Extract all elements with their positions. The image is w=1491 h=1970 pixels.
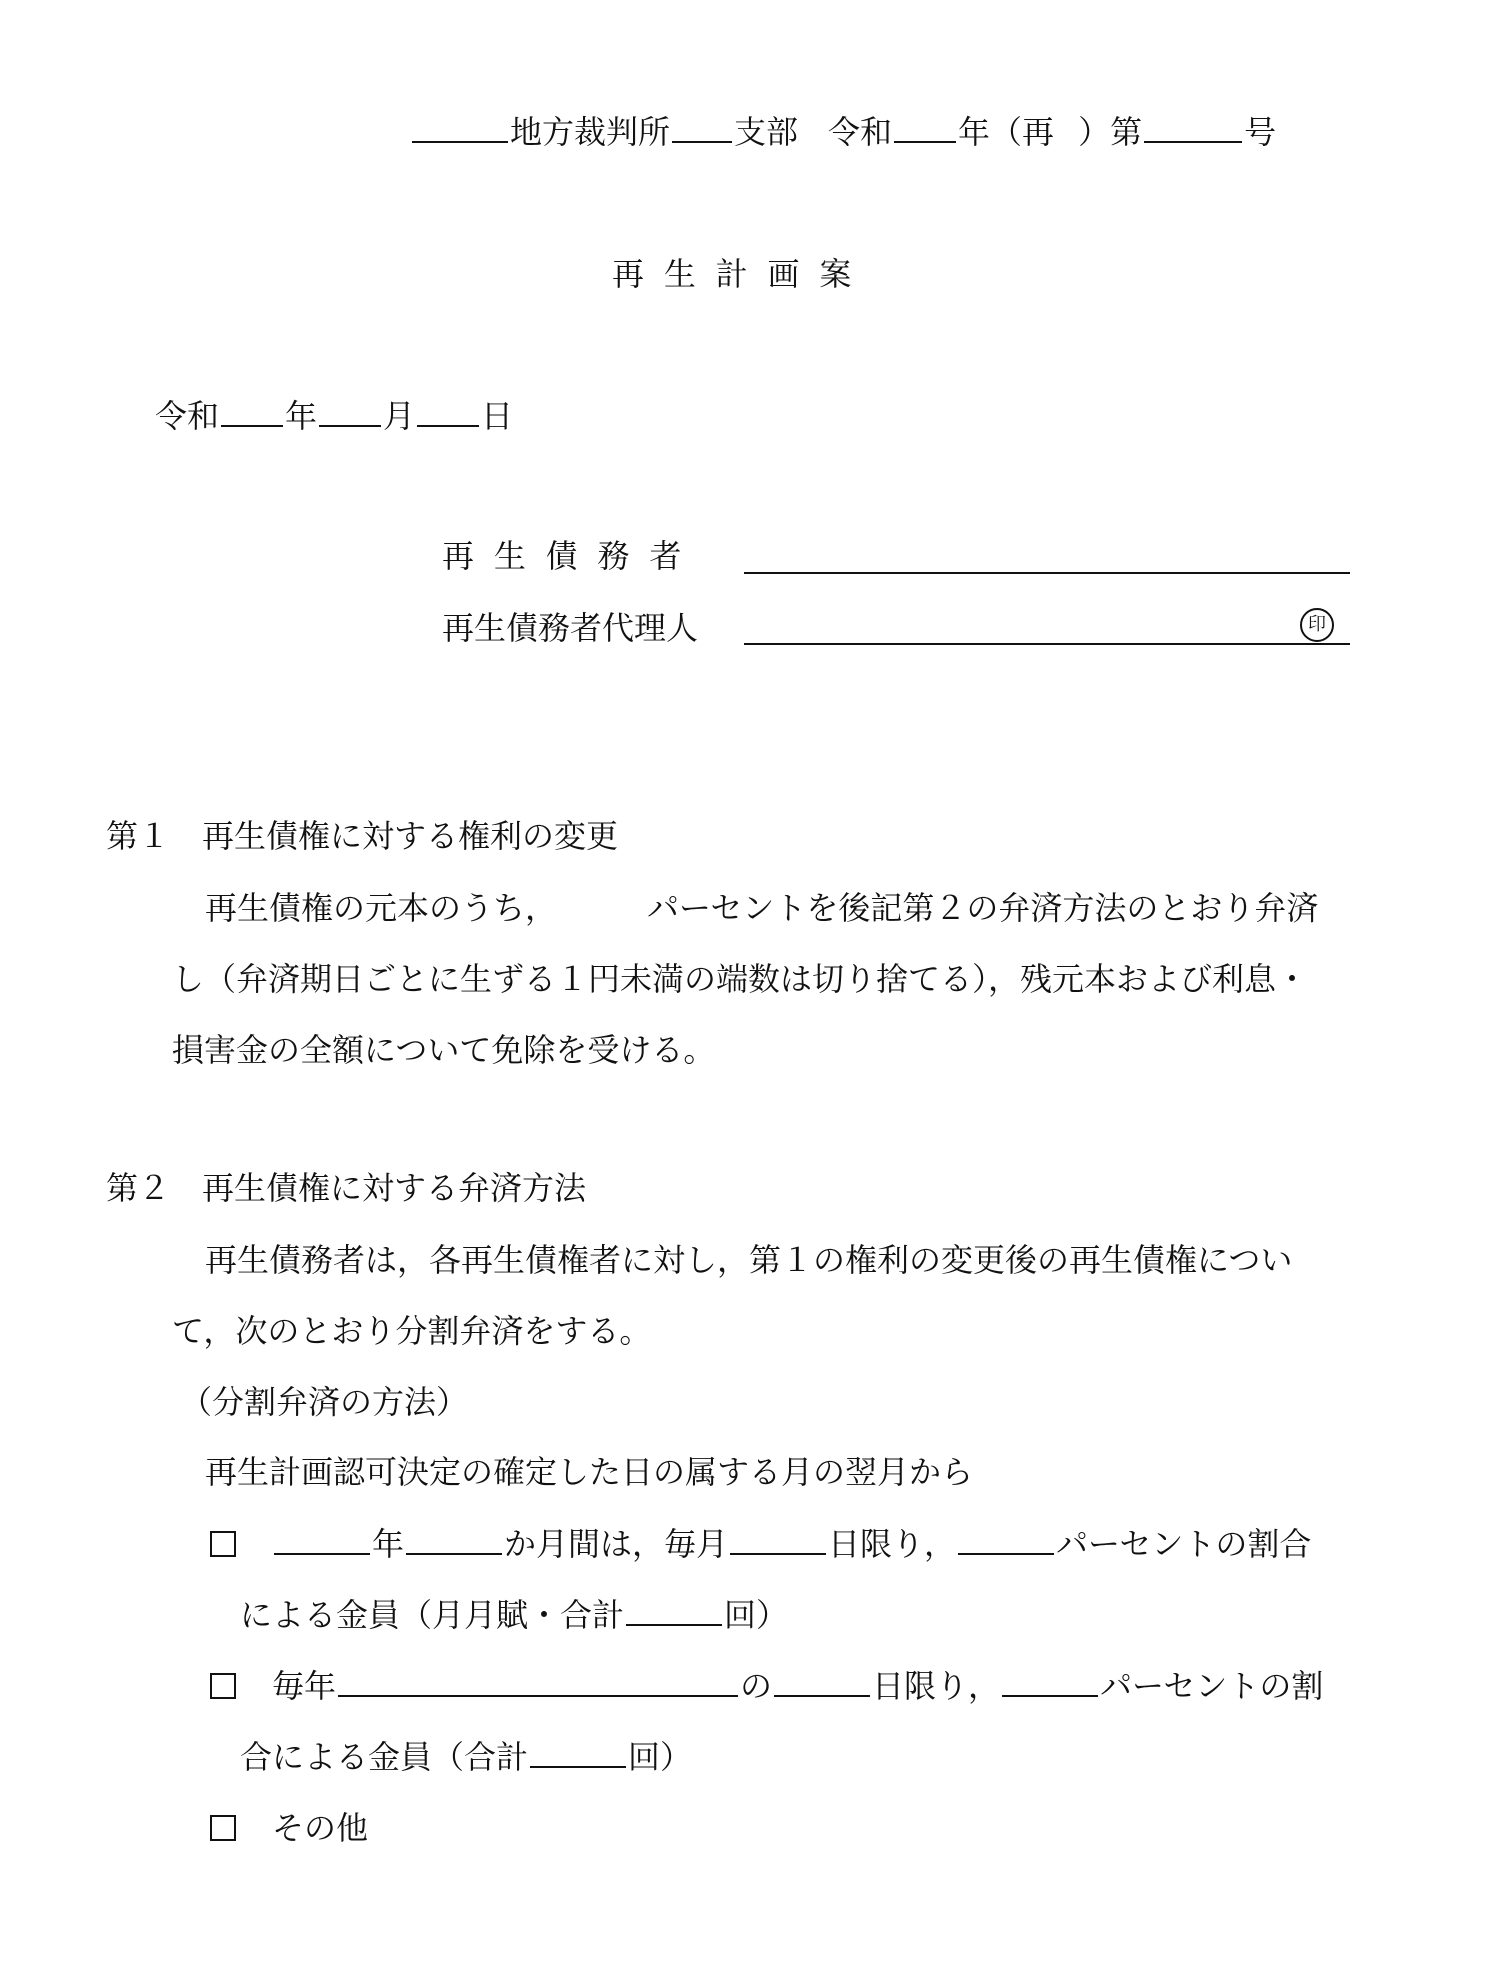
branch-label: 支部 [734,113,799,151]
option1-times-label: 回） [724,1596,789,1634]
section2-heading: 第２ 再生債権に対する弁済方法 [106,1169,587,1207]
option1-pct-blank [958,1549,1054,1555]
option1-year-label: 年 [372,1525,405,1563]
option2-cont [240,1738,693,1776]
option1-cont [240,1596,789,1634]
debtor-signature-line [744,572,1350,574]
option2-date-blank [338,1691,738,1697]
option1-day-label: 日限り， [828,1525,957,1563]
court-label: 地方裁判所 [510,113,671,151]
option1-checkbox[interactable] [210,1531,236,1557]
date-day-blank [417,421,479,427]
option3-row [210,1809,369,1847]
option2-checkbox[interactable] [210,1673,236,1699]
document-title: 再生計画案 [612,255,872,293]
option3-label: その他 [272,1809,369,1847]
option3-checkbox[interactable] [210,1815,236,1841]
case-number-blank [1144,137,1242,143]
option2-pct-blank [1002,1691,1098,1697]
option2-times-blank [530,1762,626,1768]
option1-pct-label: パーセントの割合 [1056,1525,1312,1563]
section2-line2: て，次のとおり分割弁済をする。 [172,1312,652,1350]
court-blank [412,137,508,143]
agent-signature-line [744,643,1350,645]
date-year-blank [221,421,283,427]
section1-line2: し（弁済期日ごとに生ずる１円未満の端数は切り捨てる），残元本および利息・ [172,960,1309,998]
option2-day-blank [774,1691,870,1697]
option2-pct-label: パーセントの割 [1100,1667,1324,1705]
payment-intro: 再生計画認可決定の確定した日の属する月の翌月から [205,1453,974,1491]
section1-heading: 第１ 再生債権に対する権利の変更 [106,817,619,855]
option1-cont-label: による金員（月月賦・合計 [240,1596,625,1634]
date-day-label: 日 [481,397,514,435]
debtor-label: 再生債務者 [442,537,702,575]
option1-years-blank [274,1549,370,1555]
agent-label: 再生債務者代理人 [442,609,699,647]
date-era: 令和 [155,397,220,435]
date-month-blank [319,421,381,427]
era-label: 令和 [828,113,893,151]
seal-mark: 印 [1300,608,1334,642]
option2-cont-label: 合による金員（合計 [240,1738,529,1776]
option1-row [210,1525,1312,1563]
option2-of-label: の [740,1667,773,1705]
option2-yearly-label: 毎年 [272,1667,337,1705]
section1-line3: 損害金の全額について免除を受ける。 [172,1031,716,1069]
case-header [410,113,1277,151]
case-number-suffix: 号 [1244,113,1277,151]
option2-times-label: 回） [628,1738,693,1776]
date-month-label: 月 [383,397,416,435]
date-year-label: 年 [285,397,318,435]
section1-line1 [205,889,1319,927]
paren-close-label: ）第 [1078,113,1143,151]
option1-months-label: か月間は，毎月 [504,1525,729,1563]
payment-method-label: （分割弁済の方法） [180,1383,469,1421]
option1-times-blank [626,1620,722,1626]
option2-day-label: 日限り， [872,1667,1001,1705]
option2-row [210,1667,1324,1705]
year-label: 年（再 [958,113,1055,151]
branch-blank [672,137,732,143]
year-blank [894,137,956,143]
section1-line1-a: 再生債権の元本のうち， [205,889,558,927]
section1-line1-b: パーセントを後記第２の弁済方法のとおり弁済 [647,889,1319,927]
section2-line1: 再生債務者は，各再生債権者に対し，第１の権利の変更後の再生債権につい [205,1241,1293,1279]
option1-day-blank [730,1549,826,1555]
option1-months-blank [406,1549,502,1555]
date-line [155,397,514,435]
